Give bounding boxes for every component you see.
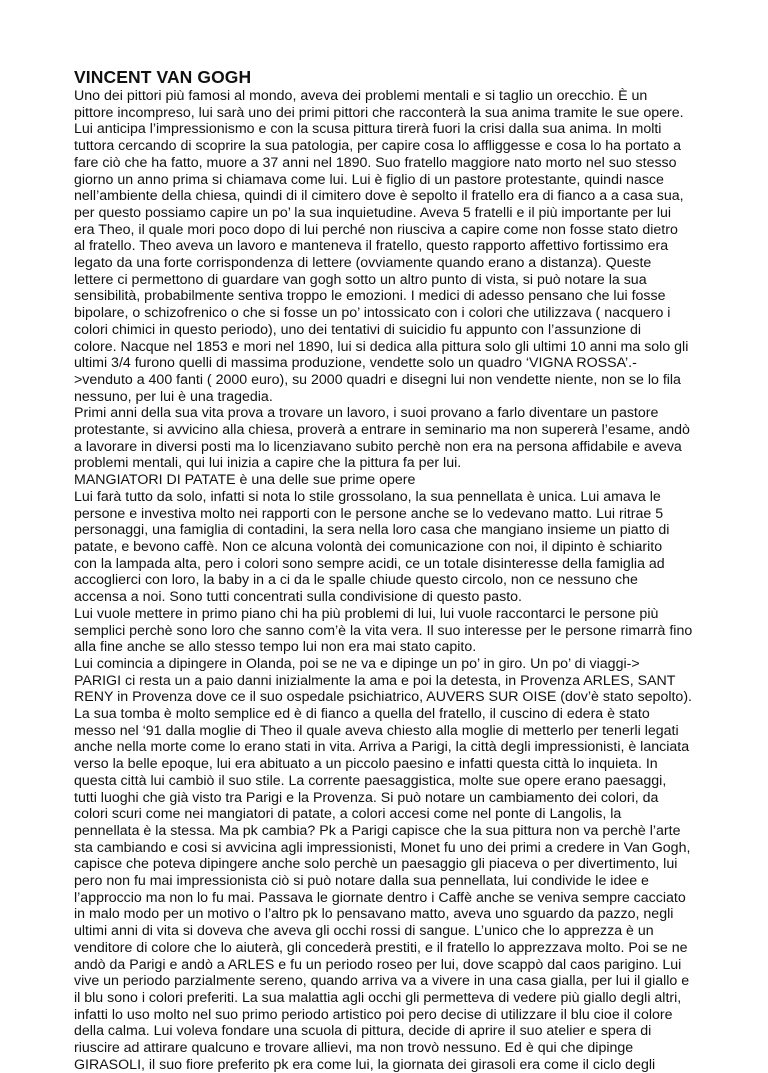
body-text-line: colori chimici in questo periodo), uno dei tentativi di suicidio fu appunto con l’assunzione di — [74, 321, 642, 338]
body-text-line: era Theo, il quale mori poco dopo di lui perché non riusciva a capire come non fosse stato dietro — [74, 221, 678, 238]
body-text-line: nell’ambiente della chiesa, quindi di il cimitero dove è sepolto il fratello era di fianco a a casa sua, — [74, 188, 684, 205]
body-text-line: Lui comincia a dipingere in Olanda, poi se ne va e dipinge un po’ in giro. Un po’ di viaggi-> — [74, 655, 640, 672]
body-text-line: PARIGI ci resta un a paio danni inizialmente la ama e poi la detesta, in Provenza ARLES, SANT — [74, 672, 676, 689]
body-text-line: riuscire ad attirare qualcuno e trovare allievi, ma non trovò nessuno. Ed è qui che dipinge — [74, 1040, 634, 1057]
document-body — [74, 88, 728, 1073]
body-text-line: patate, e bevono caffè. Non ce alcuna volontà dei comunicazione con noi, il dipinto è schiarito — [74, 538, 663, 555]
body-text-line: l’approccio ma non lo fu mai. Passava le giornate dentro i Caffè anche se veniva sempre cacciato — [74, 889, 686, 906]
body-text-line: anche nella morte come lo erano stati in vita. Arriva a Parigi, la città degli impressionisti, è lanciata — [74, 739, 690, 756]
body-text-line: giorno un anno prima si chiamava come lui. Lui è figlio di un pastore protestante, quindi nasce — [74, 171, 664, 188]
body-text-line: verso la belle epoque, lui era abituato a un piccolo paesino e infatti questa città lo inquieta. In — [74, 756, 658, 773]
body-text-line: La sua tomba è molto semplice ed è di fianco a quella del fratello, il cuscino di edera è stato — [74, 706, 650, 723]
body-text-line: andò da Parigi e andò a ARLES e fu un periodo roseo per lui, dove scappò dal caos parigino. Lui — [74, 956, 682, 973]
body-text-line: sta cambiando e cosi si avvicina agli impressionisti, Monet fu uno dei primi a credere in Van Gogh, — [74, 839, 691, 856]
body-text-line: semplici perchè sono loro che sanno com’è la vita vera. Il suo interesse per le persone rimarrà fino — [74, 622, 693, 639]
body-text-line: tuttora cercando di scoprire la sua patologia, per capire cosa lo affliggesse e cosa lo ha portato a — [74, 138, 682, 155]
body-text-line: protestante, si avvicino alla chiesa, proverà a entrare in seminario ma non supererà l’esame, andò — [74, 422, 690, 439]
body-text-line: Lui vuole mettere in primo piano chi ha più problemi di lui, lui vuole raccontarci le persone più — [74, 605, 659, 622]
body-text-line: venditore di colore che lo aiuterà, gli concederà prestiti, e il fratello lo apprezzava molto. Poi se ne — [74, 939, 688, 956]
body-text-line: Uno dei pittori più famosi al mondo, aveva dei problemi mentali e si taglio un orecchio. È un — [74, 88, 648, 104]
body-text-line: per questo possiamo capire un po’ la sua inquietudine. Aveva 5 fratelli e il più importante per lui — [74, 204, 672, 221]
body-text-line: accensa a noi. Sono tutti concentrati sulla condivisione di questo pasto. — [74, 589, 522, 606]
body-text-line: Lui farà tutto da solo, infatti si nota lo stile grossolano, la sua pennellata è unica. Lui amava le — [74, 488, 661, 505]
body-text-line: con la lampada alta, pero i colori sono sempre acidi, ce un totale disinteresse della famiglia ad — [74, 555, 665, 572]
body-text-line: bipolare, o schizofrenico o che si fosse un po’ intossicato con i colori che utilizzava ( nacquero i — [74, 305, 671, 322]
body-text-line: lettere ci permettono di guardare van gogh sotto un altro punto di vista, si può notare la sua — [74, 271, 647, 288]
body-text-line: messo nel ‘91 dalla moglie di Theo il quale aveva chiesto alla moglie di metterlo per tenerli legati — [74, 722, 679, 739]
body-text-line: ultimi 3/4 furono quelli di massima produzione, vendette solo un quadro ‘VIGNA ROSSA’.- — [74, 355, 637, 372]
body-text-line: al fratello. Theo aveva un lavoro e manteneva il fratello, questo rapporto affettivo fortissimo era — [74, 238, 669, 255]
body-text-line: pennellata è la stessa. Ma pk cambia? Pk a Parigi capisce che la sua pittura non va perchè l’arte — [74, 822, 681, 839]
body-text-line: questa città lui cambiò il suo stile. La corrente paesaggistica, molte sue opere erano paesaggi, — [74, 772, 667, 789]
body-text-line: Primi anni della sua vita prova a trovare un lavoro, i suoi provano a farlo diventare un pastore — [74, 405, 659, 422]
body-text-line: accoglierci con loro, la baby in a ci da le spalle chiude questo circolo, non ce nessuno che — [74, 572, 638, 589]
body-text-line: MANGIATORI DI PATATE è una delle sue prime opere — [74, 472, 416, 489]
body-text-line: della calma. Lui voleva fondare una scuola di pittura, decide di aprire il suo atelier e spera di — [74, 1023, 652, 1040]
body-text-line: alla fine anche se allo stesso tempo lui non era mai stato capito. — [74, 639, 477, 656]
body-text-line: tutti luoghi che già visto tra Parigi e la Provenza. Si può notare un cambiamento dei colori, da — [74, 789, 659, 806]
body-text-line: in malo modo per un motivo o l’altro pk lo pensavano matto, aveva uno sguardo da pazzo, negli — [74, 906, 674, 923]
body-text-line: a lavorare in diversi posti ma lo licenziavano subito perchè non era na persona affidabile e aveva — [74, 438, 682, 455]
body-text-line: nessuno, per lui è una tragedia. — [74, 388, 273, 405]
body-text-line: colori scuri come nei mangiatori di patate, a colori accesi come nel ponte di Langolis, la — [74, 806, 622, 823]
body-text-line: vive un periodo parzialmente sereno, quando arriva va a vivere in una casa gialla, per lui il giallo e — [74, 973, 690, 990]
body-text-line: ultimi anni di vita si doveva che aveva gli occhi rossi di sangue. L’unico che lo apprezza è un — [74, 923, 654, 940]
body-text-line: sensibilità, probabilmente sentiva troppo le emozioni. I medici di adesso pensano che lui fosse — [74, 288, 666, 305]
body-text-line: pero non fu mai impressionista ciò si può notare dalla sua pennellata, lui condivide le idee e — [74, 873, 649, 890]
body-text-line: >venduto a 400 fanti ( 2000 euro), su 2000 quadri e disegni lui non vendette niente, non se lo fila — [74, 371, 681, 388]
body-text-line: problemi mentali, qui lui inizia a capire che la pittura fa per lui. — [74, 455, 462, 472]
body-text-line: personaggi, una famiglia di contadini, la sera nella loro casa che mangiano insieme un piatto di — [74, 522, 670, 539]
document-title: VINCENT VAN GOGH — [74, 67, 252, 87]
body-text-line: RENY in Provenza dove ce il suo ospedale psichiatrico, AUVERS SUR OISE (dov’è stato sepolto). — [74, 689, 692, 706]
body-text-line: legato da una forte corrispondenza di lettere (ovviamente quando erano a distanza). Queste — [74, 255, 652, 272]
body-text-line: capisce che poteva dipingere anche solo perchè un paesaggio gli piaceva o per divertimento, lui — [74, 856, 678, 873]
body-text-line: GIRASOLI, il suo fiore preferito pk era come lui, la giornata dei girasoli era come il ciclo degli — [74, 1056, 656, 1073]
body-text-line: il blu sono i colori preferiti. La sua malattia agli occhi gli permetteva di vedere più giallo degli altri, — [74, 989, 682, 1006]
body-text-line: persone e investiva molto nei rapporti con le persone anche se lo vedevano matto. Lui ritrae 5 — [74, 505, 664, 522]
body-text-line: colore. Nacque nel 1853 e mori nel 1890, lui si dedica alla pittura solo gli ultimi 10 anni ma solo gli — [74, 338, 689, 355]
body-text-line: Lui anticipa l’impressionismo e con la scusa pittura tirerà fuori la crisi dalla sua anima. In molti — [74, 121, 662, 138]
body-text-line: pittore incompreso, lui sarà uno dei primi pittori che racconterà la sua anima tramite le sue opere. — [74, 104, 684, 121]
body-text-line: fare ciò che ha fatto, muore a 37 anni nel 1890. Suo fratello maggiore nato morto nel suo stesso — [74, 154, 677, 171]
body-text-line: infatti lo uso molto nel suo primo periodo artistico poi pero decise di utilizzare il blu cioe il colore — [74, 1006, 673, 1023]
